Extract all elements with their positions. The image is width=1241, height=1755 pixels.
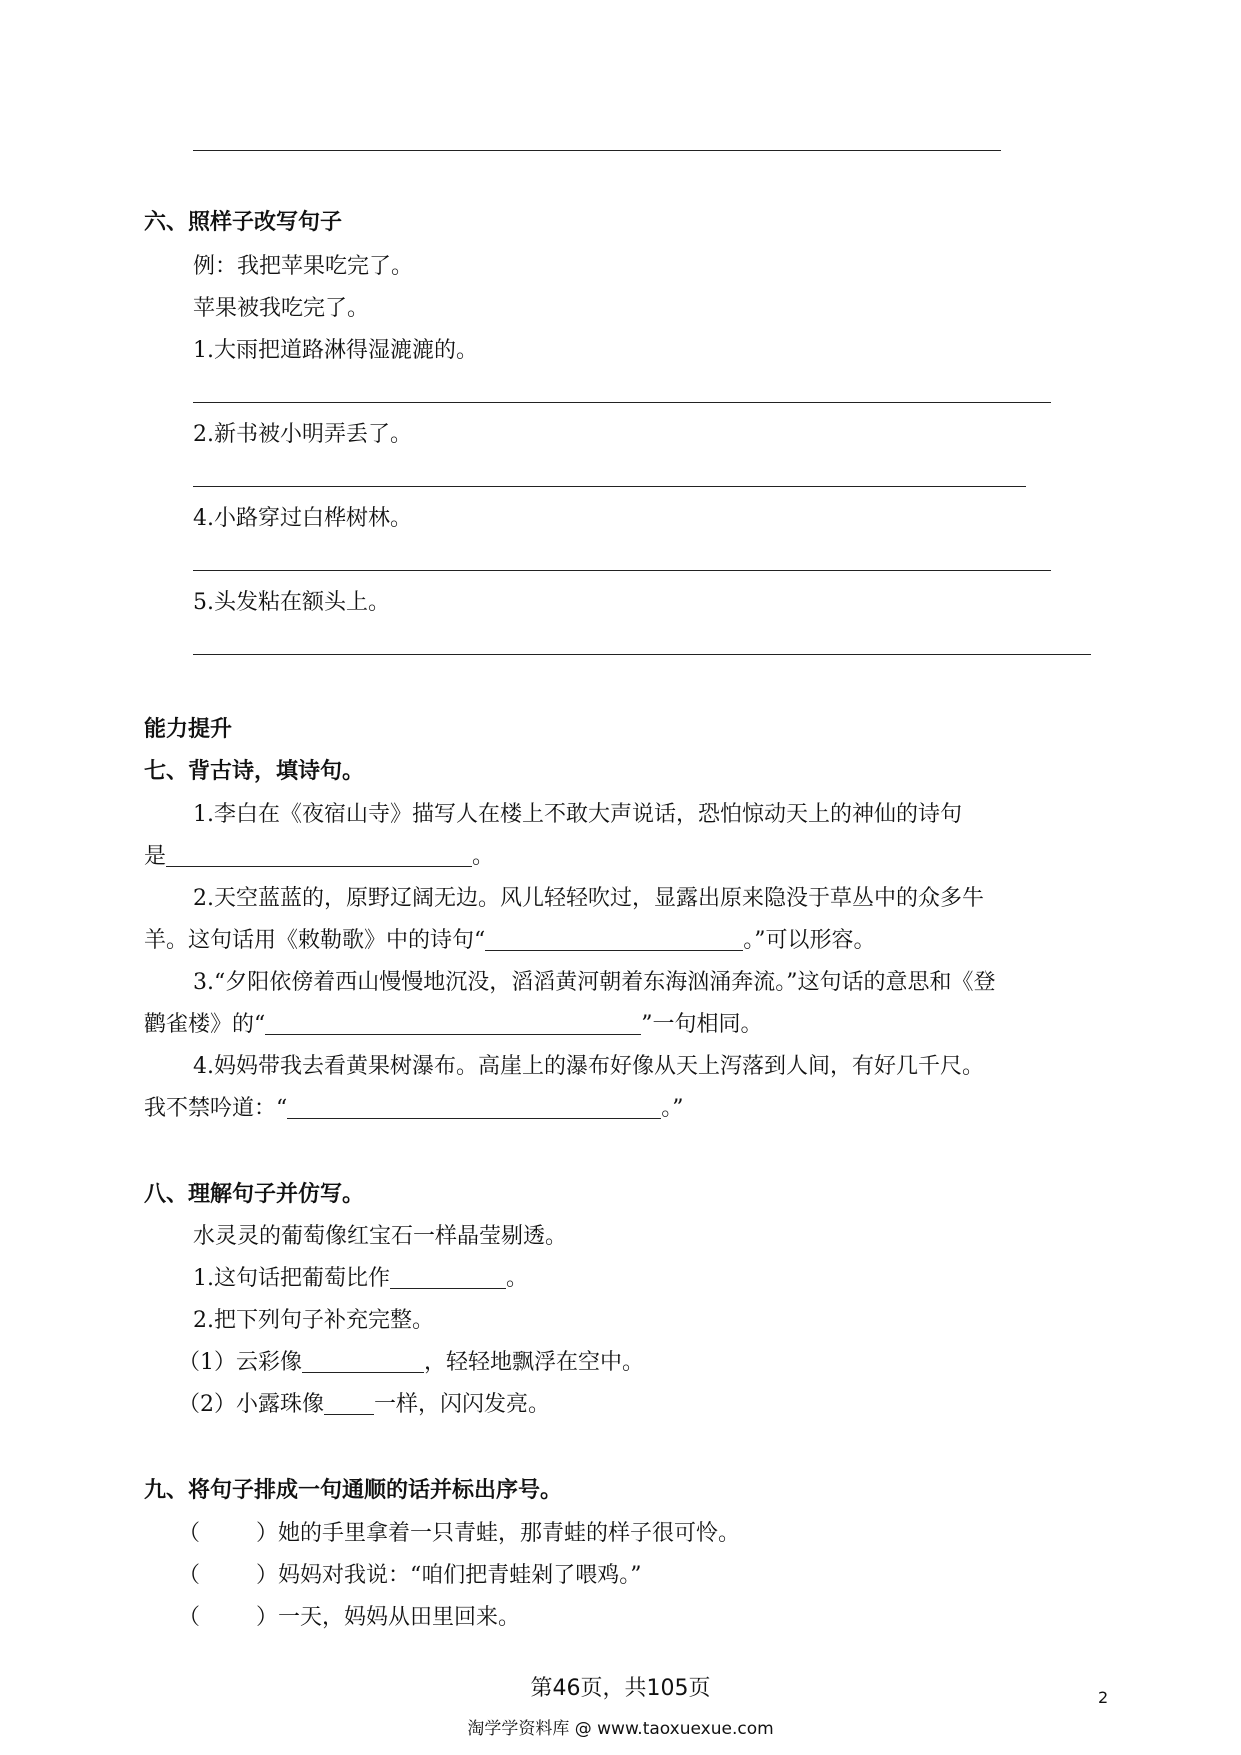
poem-q3-line1: 3.“夕阳依傍着西山慢慢地沉没，滔滔黄河朝着东海汹涌奔流。”这句话的意思和《登 [193, 970, 996, 995]
poem-q4-blank[interactable] [287, 1094, 661, 1119]
rewrite-item-2: 2.新书被小明弄丢了。 [193, 422, 412, 447]
poem-q1-line2: 是 。 [144, 844, 495, 869]
s8-sentence-2-blank[interactable] [324, 1390, 374, 1415]
answer-line-1[interactable] [193, 402, 1051, 403]
section-9-heading: 九、将句子排成一句通顺的话并标出序号。 [144, 1478, 563, 1503]
answer-line-4[interactable] [193, 570, 1051, 571]
answer-line-2[interactable] [193, 486, 1026, 487]
s8-sentence-1: （1）云彩像 ，轻轻地飘浮在空中。 [178, 1350, 645, 1375]
poem-q1-blank[interactable] [166, 842, 472, 867]
s8-sentence-2: （2）小露珠像 一样，闪闪发亮。 [178, 1392, 551, 1417]
poem-q4-line1: 4.妈妈带我去看黄果树瀑布。高崖上的瀑布好像从天上泻落到人间，有好几千尺。 [193, 1054, 984, 1079]
page-number: 2 [1098, 1688, 1109, 1707]
page-info: 第46页，共105页 [530, 1676, 711, 1701]
poem-q2-blank[interactable] [485, 926, 743, 951]
section-7-heading: 七、背古诗，填诗句。 [144, 759, 365, 784]
section-6-heading: 六、照样子改写句子 [144, 210, 343, 235]
rewrite-item-4: 4.小路穿过白桦树林。 [193, 506, 412, 531]
poem-q1-line1: 1.李白在《夜宿山寺》描写人在楼上不敢大声说话，恐怕惊动天上的神仙的诗句 [193, 802, 962, 827]
poem-q3-line2: 鹳雀楼》的“ ”一句相同。 [144, 1012, 763, 1037]
ability-heading: 能力提升 [144, 717, 233, 742]
example-question: 例：我把苹果吃完了。 [193, 254, 414, 279]
order-item-2: （ ）妈妈对我说：“咱们把青蛙剁了喂鸡。” [178, 1563, 642, 1588]
s8-q1-blank[interactable] [390, 1264, 506, 1289]
order-item-3: （ ）一天，妈妈从田里回来。 [178, 1605, 521, 1630]
answer-line [193, 150, 1001, 151]
rewrite-item-1: 1.大雨把道路淋得湿漉漉的。 [193, 338, 478, 363]
site-watermark: 淘学学资料库 @ www.taoxuexue.com [467, 1719, 774, 1739]
rewrite-item-5: 5.头发粘在额头上。 [193, 590, 390, 615]
poem-q4-line2: 我不禁吟道：“ 。” [144, 1096, 684, 1121]
poem-q2-line2: 羊。这句话用《敕勒歌》中的诗句“ 。”可以形容。 [144, 928, 876, 953]
section-8-heading: 八、理解句子并仿写。 [144, 1182, 365, 1207]
order-item-1: （ ）她的手里拿着一只青蛙，那青蛙的样子很可怜。 [178, 1521, 741, 1546]
s8-q2: 2.把下列句子补充完整。 [193, 1308, 434, 1333]
s8-sentence-1-blank[interactable] [302, 1348, 424, 1373]
model-sentence: 水灵灵的葡萄像红宝石一样晶莹剔透。 [193, 1224, 568, 1249]
poem-q2-line1: 2.天空蓝蓝的，原野辽阔无边。风儿轻轻吹过，显露出原来隐没于草丛中的众多牛 [193, 886, 984, 911]
answer-line-5[interactable] [193, 654, 1091, 655]
poem-q3-blank[interactable] [265, 1010, 641, 1035]
example-answer: 苹果被我吃完了。 [193, 296, 370, 321]
s8-q1: 1.这句话把葡萄比作 。 [193, 1266, 529, 1291]
